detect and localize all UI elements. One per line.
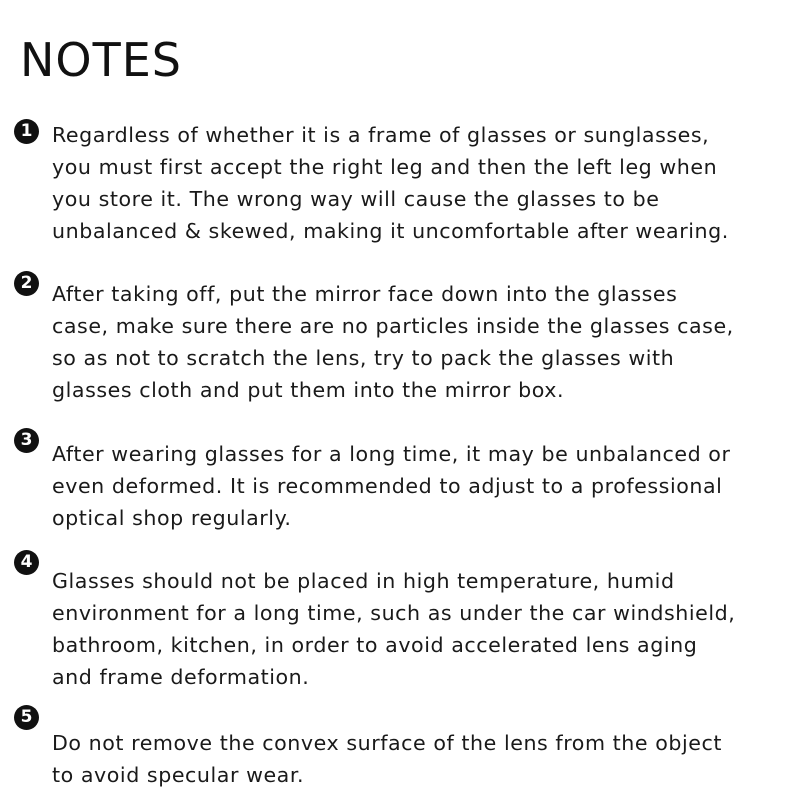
note-number-badge: 3 <box>14 428 39 453</box>
note-text <box>52 565 798 693</box>
note-line: Regardless of whether it is a frame of glasses or sunglasses, <box>52 123 710 147</box>
note-item-4 <box>0 550 800 690</box>
note-line: case, make sure there are no particles inside the glasses case, <box>52 314 734 338</box>
note-line: Do not remove the convex surface of the lens from the object <box>52 731 722 755</box>
note-number-badge: 5 <box>14 705 39 730</box>
note-number-badge: 4 <box>14 550 39 575</box>
note-line: After taking off, put the mirror face down into the glasses <box>52 282 678 306</box>
note-line: and frame deformation. <box>52 665 310 689</box>
note-item-3 <box>0 428 800 568</box>
note-line: you store it. The wrong way will cause the glasses to be <box>52 187 660 211</box>
note-text <box>52 278 798 406</box>
note-line: Glasses should not be placed in high temperature, humid <box>52 569 675 593</box>
note-line: you must first accept the right leg and then the left leg when <box>52 155 718 179</box>
note-line: to avoid specular wear. <box>52 763 305 787</box>
note-line: environment for a long time, such as under the car windshield, <box>52 601 736 625</box>
note-line: After wearing glasses for a long time, it may be unbalanced or <box>52 442 731 466</box>
note-line: even deformed. It is recommended to adjust to a professional <box>52 474 723 498</box>
note-text <box>52 119 798 247</box>
note-line: glasses cloth and put them into the mirror box. <box>52 378 565 402</box>
note-number-badge: 1 <box>14 119 39 144</box>
note-item-1 <box>0 119 800 259</box>
note-text <box>52 438 798 534</box>
note-line: bathroom, kitchen, in order to avoid accelerated lens aging <box>52 633 698 657</box>
note-text <box>52 727 798 791</box>
note-item-5 <box>0 705 800 800</box>
note-line: so as not to scratch the lens, try to pack the glasses with <box>52 346 675 370</box>
note-line: unbalanced & skewed, making it uncomfortable after wearing. <box>52 219 729 243</box>
note-number-badge: 2 <box>14 271 39 296</box>
note-item-2 <box>0 271 800 411</box>
page-title: NOTES <box>20 33 182 87</box>
note-line: optical shop regularly. <box>52 506 292 530</box>
